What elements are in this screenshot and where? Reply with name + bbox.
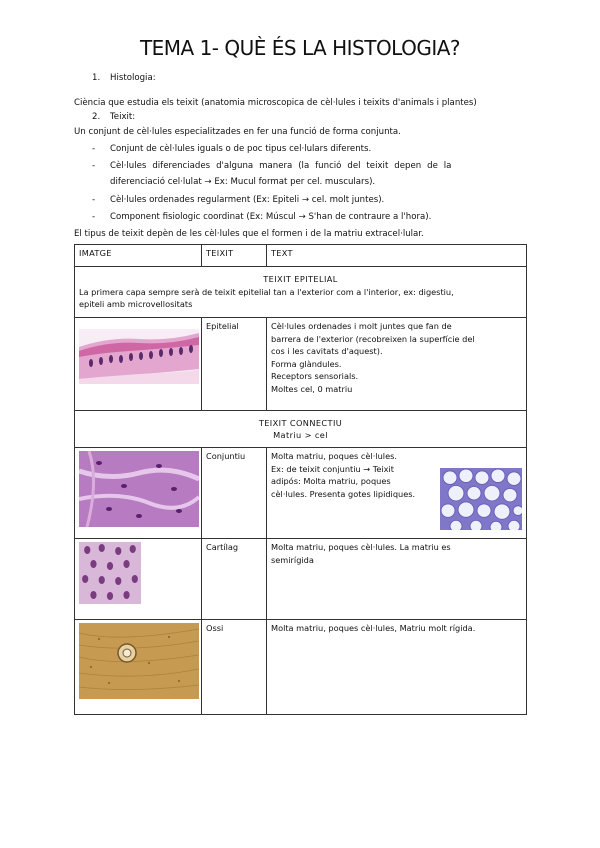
section-title-connectiu: TEIXIT CONNECTIU xyxy=(258,417,343,428)
cartilage-tissue-image xyxy=(79,542,141,604)
epithelial-tissue-image xyxy=(79,329,199,384)
tissue-name-epitelial: Epitelial xyxy=(202,318,267,411)
tissue-name-cartilag: Cartílag xyxy=(202,539,267,620)
tissue-text-line: cos i les cavitats d'aquest). xyxy=(271,346,383,356)
section-desc-line: La primera capa sempre serà de teixit epitelial tan a l'exterior com a l'interior, ex: digestiu, xyxy=(79,286,454,297)
tissue-text-line: Moltes cel, 0 matriu xyxy=(271,383,353,394)
bullet-dash: - xyxy=(92,144,96,154)
table-header-row xyxy=(75,245,527,267)
column-header-teixit: TEIXIT xyxy=(202,245,267,267)
section-text-histologia: Ciència que estudia els teixit (anatomia microscopica de cèl·lules i teixits d'animals i plantes) xyxy=(74,98,477,108)
tissue-text-line: Molta matriu, poques cèl·lules. La matriu es xyxy=(271,542,451,552)
bullet-item: Conjunt de cèl·lules iguals o de poc tipus cel·lulars diferents. xyxy=(110,144,372,154)
tissue-text-line: barrera de l'exterior (recobreixen la superfície del xyxy=(271,333,475,344)
tissue-name-ossi: Ossi xyxy=(202,620,267,715)
section-title-epitelial: TEIXIT EPITELIAL xyxy=(263,274,338,285)
section-row-epitelial xyxy=(75,267,527,318)
closing-sentence: El tipus de teixit depèn de les cèl·lules que el formen i de la matriu extracel·lular. xyxy=(74,229,424,239)
page-title: TEMA 1- QUÈ ÉS LA HISTOLOGIA? xyxy=(139,36,461,60)
tissue-text-line: Cèl·lules ordenades i molt juntes que fan de xyxy=(271,321,452,331)
bone-tissue-image xyxy=(79,623,199,699)
bullet-dash: - xyxy=(92,161,96,171)
tissue-text-line: Ex: de teixit conjuntiu → Teixit xyxy=(271,463,395,474)
connective-tissue-image xyxy=(79,451,199,527)
section-text-teixit: Un conjunt de cèl·lules especialitzades en fer una funció de forma conjunta. xyxy=(74,127,401,137)
section-number-1: 1. xyxy=(92,73,101,83)
tissue-table xyxy=(74,244,527,715)
section-desc-line: epiteli amb microvellositats xyxy=(79,299,193,310)
tissue-text-line: Molta matriu, poques cèl·lules, Matriu molt rígida. xyxy=(271,623,476,633)
bullet-item: Cèl·lules diferenciades d'alguna manera (la funció del teixit depen de la xyxy=(110,161,452,171)
table-row-epitelial xyxy=(75,318,527,411)
bullet-dash: - xyxy=(92,195,96,205)
tissue-text-line: cèl·lules. Presenta gotes lipidiques. xyxy=(271,488,416,499)
table-row-cartilag xyxy=(75,539,527,620)
section-subtitle-connectiu: Matriu > cel xyxy=(273,430,328,440)
tissue-text-line: Molta matriu, poques cèl·lules. xyxy=(271,451,397,461)
tissue-text-line: semirígida xyxy=(271,554,314,565)
bullet-item-continued: diferenciació cel·lulat → Ex: Mucul format per cel. musculars). xyxy=(110,177,376,187)
bullet-dash: - xyxy=(92,212,96,222)
tissue-text-line: adipós: Molta matriu, poques xyxy=(271,476,391,486)
section-number-2: 2. xyxy=(92,112,101,122)
table-row-ossi xyxy=(75,620,527,715)
column-header-imatge: IMATGE xyxy=(75,245,202,267)
adipose-tissue-image xyxy=(440,468,522,530)
bullet-item: Component fisiologic coordinat (Ex: Múscul → S'han de contraure a l'hora). xyxy=(110,212,432,222)
column-header-text: TEXT xyxy=(267,245,527,267)
bullet-item: Cèl·lules ordenades regularment (Ex: Epiteli → cel. molt juntes). xyxy=(110,195,385,205)
tissue-text-line: Forma glàndules. xyxy=(271,358,342,369)
section-row-connectiu xyxy=(75,411,527,448)
section-heading-teixit: Teixit: xyxy=(110,112,136,122)
tissue-name-conjuntiu: Conjuntiu xyxy=(202,448,267,539)
tissue-text-line: Receptors sensorials. xyxy=(271,371,359,381)
table-row-conjuntiu xyxy=(75,448,527,539)
section-heading-histologia: Histologia: xyxy=(110,73,156,83)
